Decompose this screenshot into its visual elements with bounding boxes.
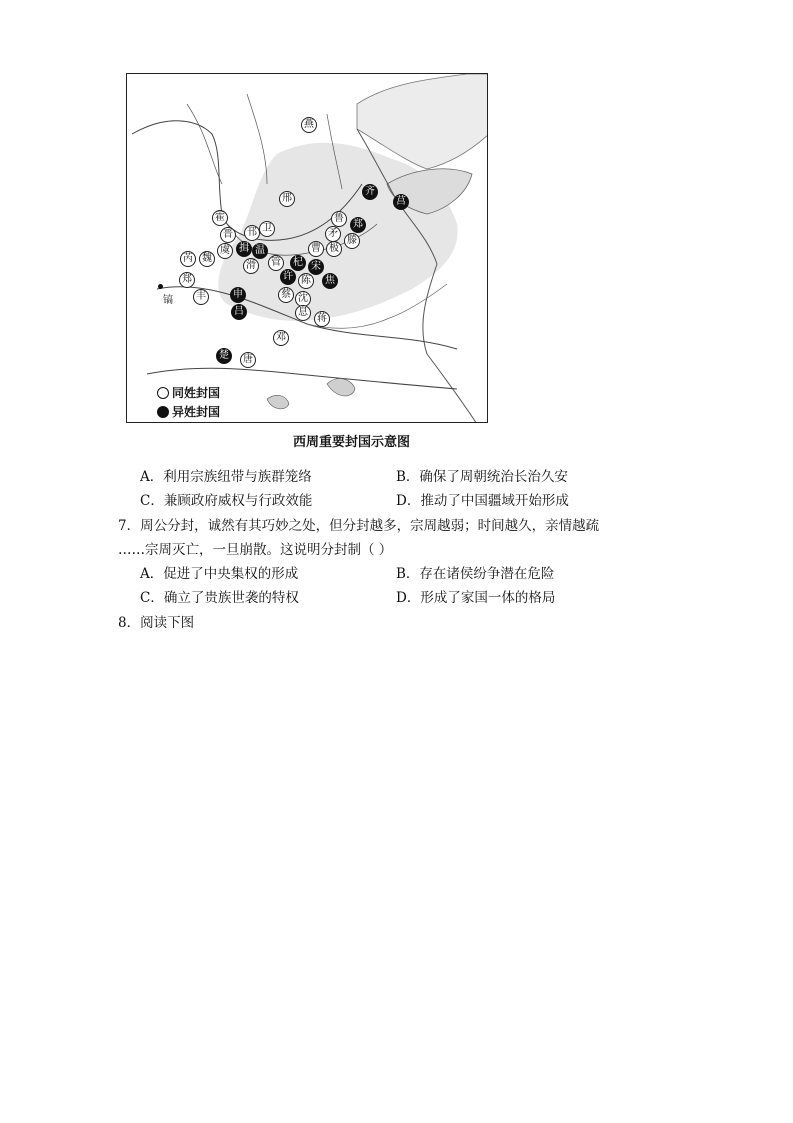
- capital-label: 镐: [163, 295, 173, 306]
- legend-diff: [157, 403, 220, 420]
- state-marker-yan: 燕: [301, 117, 317, 133]
- state-marker-jiang: 蒋: [314, 311, 330, 327]
- state-marker-qi: 齐: [362, 184, 378, 200]
- state-marker-zhu: 郑: [350, 217, 366, 233]
- state-marker-rui: 芮: [180, 251, 196, 267]
- state-marker-han: 邗: [244, 225, 260, 241]
- state-marker-lu: 鲁: [331, 211, 347, 227]
- state-marker-guan: 管: [268, 255, 284, 271]
- state-marker-ji2: 极: [326, 241, 342, 257]
- state-marker-xi: 息: [295, 305, 311, 321]
- state-marker-hua: 滑: [243, 258, 259, 274]
- q7-option-c: C．确立了贵族世袭的特权: [140, 590, 299, 606]
- state-marker-huo: 霍: [212, 210, 228, 226]
- q6-option-b: B．确保了周朝统治长治久安: [396, 469, 568, 485]
- state-marker-qi2: 杞: [290, 255, 306, 271]
- state-marker-zheng: 郑: [179, 272, 195, 288]
- q8-stem: 8．阅读下图: [118, 615, 195, 631]
- legend-open-circle-icon: [157, 387, 169, 399]
- state-marker-cao: 曹: [308, 241, 324, 257]
- state-marker-chen: 陈: [298, 273, 314, 289]
- state-marker-jiao: 焦: [322, 273, 338, 289]
- state-marker-wei2: 魏: [199, 251, 215, 267]
- state-marker-shen: 申: [230, 287, 246, 303]
- q7-stem-line1: 7．周公分封，诚然有其巧妙之处，但分封越多，宗周越弱；时间越久，亲情越疏: [118, 518, 600, 534]
- state-marker-tang: 唐: [240, 352, 256, 368]
- q7-option-a: A．促进了中央集权的形成: [140, 566, 299, 582]
- state-marker-teng: 滕: [344, 233, 360, 249]
- state-marker-song: 宋: [308, 259, 324, 275]
- map-figure: [126, 73, 488, 423]
- q7-option-d: D．形成了家国一体的格局: [396, 590, 556, 606]
- state-marker-wen: 温: [252, 243, 268, 259]
- legend-diff-label: 异姓封国: [172, 405, 221, 419]
- q6-option-d: D．推动了中国疆域开始形成: [396, 493, 569, 509]
- state-marker-shen2: 沈: [295, 291, 311, 307]
- q6-option-c: C．兼顾政府威权与行政效能: [140, 493, 313, 509]
- state-marker-cai: 蔡: [278, 287, 294, 303]
- legend-filled-circle-icon: [157, 406, 169, 418]
- state-marker-lv: 吕: [231, 304, 247, 320]
- state-marker-mao: 矛: [325, 226, 341, 242]
- legend-same: [157, 384, 220, 401]
- state-marker-jin: 晋: [220, 227, 236, 243]
- state-marker-wei: 卫: [259, 221, 275, 237]
- q7-option-b: B．存在诸侯纷争潜在危险: [396, 566, 555, 582]
- state-marker-xing: 邢: [279, 191, 295, 207]
- state-marker-chu: 楚: [216, 348, 232, 364]
- q6-option-a: A．利用宗族纽带与族群笼络: [140, 469, 312, 485]
- state-marker-deng: 邓: [273, 330, 289, 346]
- capital-dot: [158, 284, 163, 289]
- state-marker-ji: 揖: [236, 241, 252, 257]
- q7-stem-line2: ……宗周灭亡，一旦崩散。这说明分封制（ ）: [118, 542, 393, 558]
- figure-caption: 西周重要封国示意图: [292, 435, 410, 450]
- state-marker-xu: 许: [280, 269, 296, 285]
- state-marker-ju: 莒: [393, 194, 409, 210]
- legend-same-label: 同姓封国: [172, 386, 221, 400]
- state-marker-yu: 虞: [217, 243, 233, 259]
- state-marker-feng: 丰: [193, 289, 209, 305]
